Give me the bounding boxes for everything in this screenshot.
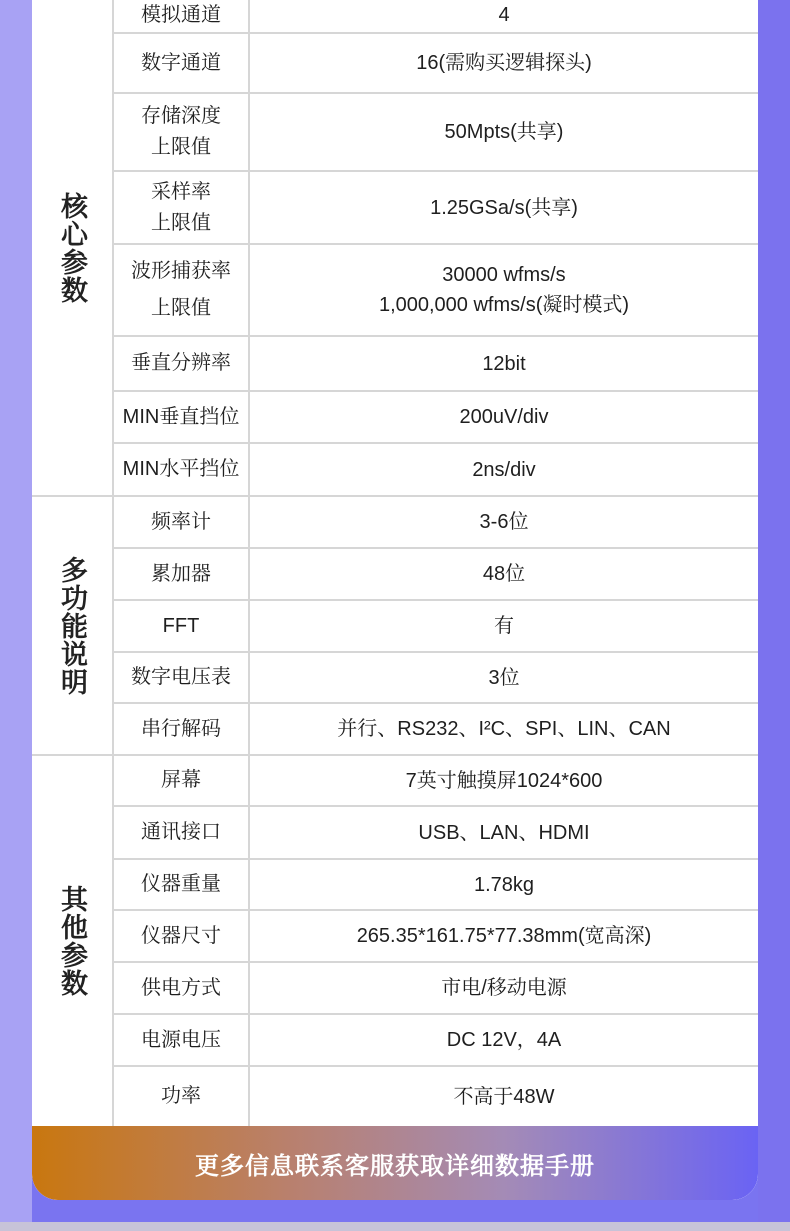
- row-label: 累加器: [114, 549, 250, 599]
- bottom-strip: [0, 1222, 790, 1231]
- table-row: [114, 963, 758, 1015]
- category-core-params: [32, 0, 114, 495]
- group-core-params: [32, 0, 758, 495]
- row-label: 波形捕获率 上限值: [114, 245, 250, 335]
- row-value: 市电/移动电源: [441, 977, 567, 999]
- category-label: 多功能说明: [57, 555, 87, 696]
- row-value: 3-6位: [479, 511, 529, 533]
- table-row: [114, 549, 758, 601]
- row-label: 电源电压: [114, 1015, 250, 1065]
- row-value: 50Mpts(共享): [444, 121, 564, 143]
- row-value: 200uV/div: [459, 406, 549, 428]
- row-value: 30000 wfms/s 1,000,000 wfms/s(凝时模式): [378, 264, 630, 316]
- table-row: [114, 444, 758, 495]
- row-label: 仪器重量: [114, 860, 250, 909]
- background-right: [758, 0, 790, 1231]
- row-value: 7英寸触摸屏1024*600: [405, 769, 603, 792]
- row-label: 数字通道: [114, 34, 250, 92]
- spec-card: [32, 0, 758, 1200]
- row-value: DC 12V，4A: [446, 1029, 562, 1051]
- table-row: [114, 860, 758, 911]
- row-label: 供电方式: [114, 963, 250, 1013]
- row-value: 48位: [482, 563, 526, 585]
- category-other-params: [32, 756, 114, 1126]
- table-row: [114, 392, 758, 444]
- table-row: [114, 704, 758, 754]
- row-label: 模拟通道: [114, 0, 250, 32]
- row-value: 3位: [488, 666, 520, 689]
- category-label: 其他参数: [57, 885, 87, 997]
- group-multifunction: [32, 497, 758, 754]
- row-label: 串行解码: [114, 704, 250, 754]
- row-value: 1.78kg: [473, 873, 535, 896]
- table-row: [114, 245, 758, 337]
- table-row: [114, 807, 758, 860]
- cta-label: 更多信息联系客服获取详细数据手册: [195, 1152, 595, 1180]
- table-row: [114, 94, 758, 172]
- table-row: [114, 911, 758, 963]
- row-label: 存储深度 上限值: [114, 94, 250, 170]
- table-row: [114, 601, 758, 653]
- table-row: [114, 0, 758, 34]
- category-label: 核心参数: [57, 191, 87, 304]
- table-row: [114, 1015, 758, 1067]
- row-label: 屏幕: [114, 756, 250, 805]
- row-value: 16(需购买逻辑探头): [416, 52, 592, 74]
- row-label: 采样率 上限值: [114, 172, 250, 243]
- row-label: MIN垂直挡位: [114, 392, 250, 442]
- row-value: 1.25GSa/s(共享): [430, 196, 578, 219]
- table-row: [114, 497, 758, 549]
- row-value: 12bit: [482, 352, 526, 375]
- row-label: MIN水平挡位: [114, 444, 250, 495]
- row-label: 仪器尺寸: [114, 911, 250, 961]
- row-label: FFT: [114, 601, 250, 651]
- row-value: 有: [494, 615, 514, 637]
- table-row: [114, 337, 758, 392]
- row-value: 并行、RS232、I²C、SPI、LIN、CAN: [337, 718, 671, 740]
- row-label: 功率: [114, 1067, 250, 1126]
- table-row: [114, 1067, 758, 1126]
- category-multifunction: [32, 497, 114, 754]
- row-value: 2ns/div: [472, 458, 536, 481]
- row-label: 通讯接口: [114, 807, 250, 858]
- row-value: 265.35*161.75*77.38mm(宽高深): [356, 925, 652, 947]
- row-value: 4: [498, 4, 510, 26]
- row-label: 数字电压表: [114, 653, 250, 702]
- table-row: [114, 653, 758, 704]
- row-value: USB、LAN、HDMI: [418, 821, 590, 844]
- table-row: [114, 172, 758, 245]
- group-other-params: [32, 756, 758, 1126]
- table-row: [114, 34, 758, 94]
- row-label: 垂直分辨率: [114, 337, 250, 390]
- row-label: 频率计: [114, 497, 250, 547]
- contact-datasheet-button[interactable]: [32, 1126, 758, 1200]
- background-left: [0, 0, 32, 1231]
- row-value: 不高于48W: [453, 1085, 555, 1108]
- table-row: [114, 756, 758, 807]
